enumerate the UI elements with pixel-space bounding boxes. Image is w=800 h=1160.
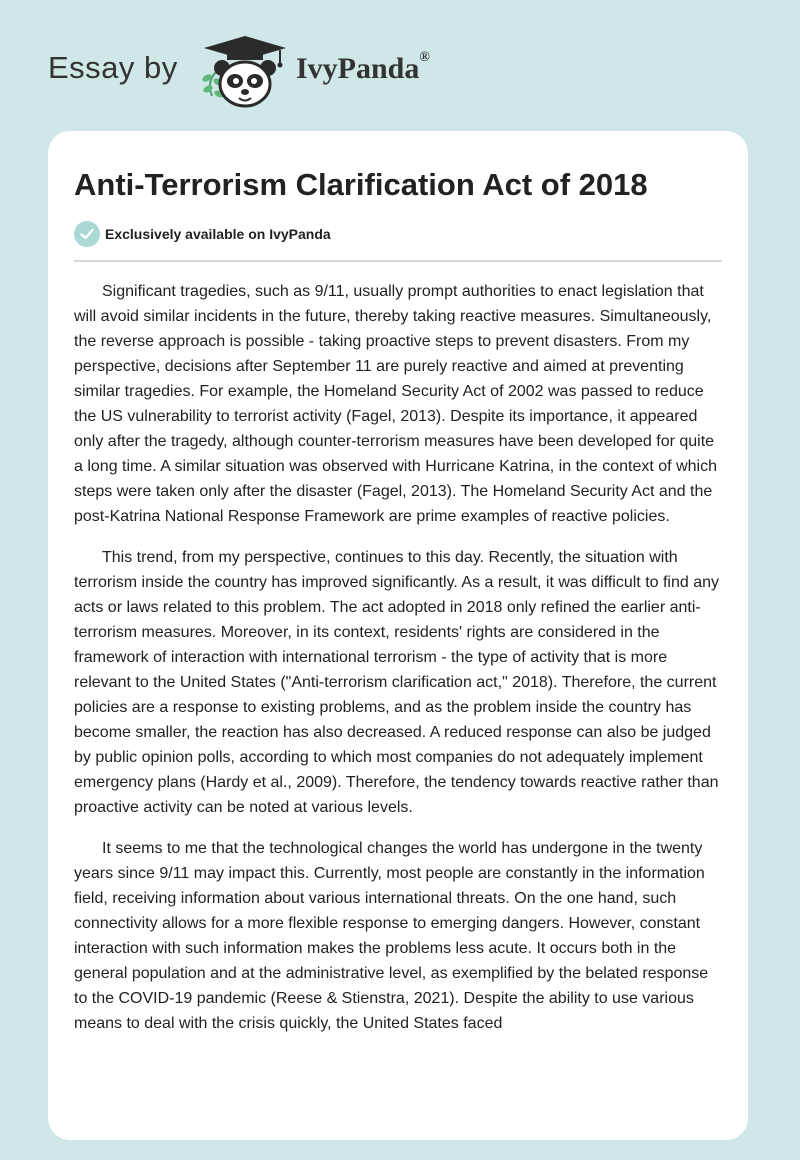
essay-card: [48, 131, 748, 1140]
page-title: Anti-Terrorism Clarification Act of 2018: [74, 167, 648, 202]
panda-logo-icon: [198, 34, 292, 110]
exclusive-badge-label: Exclusively available on IvyPanda: [105, 226, 331, 242]
divider: [74, 260, 722, 262]
brand-name: [296, 52, 430, 86]
registered-mark: ®: [419, 50, 430, 65]
paragraph: Significant tragedies, such as 9/11, usually prompt authorities to enact legislation that will avoid similar incidents in the future, thereby taking reactive measures. Simultaneously, the reverse approach is possible - taking proactive steps to prevent disasters. From my perspective, decisions after September 11 are purely reactive and aimed at preventing similar tragedies. For example, the Homeland Security Act of 2002 was passed to reduce the US vulnerability to terrorist activity (Fagel, 2013). Despite its importance, it appeared only after the tragedy, although counter-terrorism measures have been developed for quite a long time. A similar situation was observed with Hurricane Katrina, in the context of which steps were taken only after the disaster (Fagel, 2013). The Homeland Security Act and the post-Katrina National Response Framework are prime examples of reactive policies.: [74, 283, 717, 525]
paragraph: This trend, from my perspective, continues to this day. Recently, the situation with terrorism inside the country has improved significantly. As a result, it was difficult to find any acts or laws related to this problem. The act adopted in 2018 only refined the earlier anti-terrorism measures. Moreover, in its context, residents' rights are considered in the framework of interaction with international terrorism - the type of activity that is more relevant to the United States ("Anti-terrorism clarification act," 2018). Therefore, the current policies are a response to existing problems, and as the problem inside the country has become smaller, the reaction has also decreased. A reduced response can also be judged by public opinion polls, according to which most companies do not adequately implement emergency plans (Hardy et al., 2009). Therefore, the tendency towards reactive rather than proactive activity can be noted at various levels.: [74, 549, 720, 816]
exclusive-badge: [74, 221, 331, 247]
essay-by-label: Essay by: [48, 50, 178, 85]
essay-body: [74, 279, 722, 1052]
brand-name-text: IvyPanda: [296, 52, 420, 85]
site-header: [0, 0, 800, 130]
paragraph: It seems to me that the technological changes the world has undergone in the twenty years since 9/11 may impact this. Currently, most people are constantly in the information field, receiving information about various international threats. On the one hand, such connectivity allows for a more flexible response to emerging dangers. However, constant interaction with such information makes the problems less acute. It occurs both in the general population and at the administrative level, as exemplified by the belated response to the COVID-19 pandemic (Reese & Stienstra, 2021). Despite the ability to use various means to deal with the crisis quickly, the United States faced: [74, 840, 709, 1032]
checkmark-icon: [74, 221, 100, 247]
